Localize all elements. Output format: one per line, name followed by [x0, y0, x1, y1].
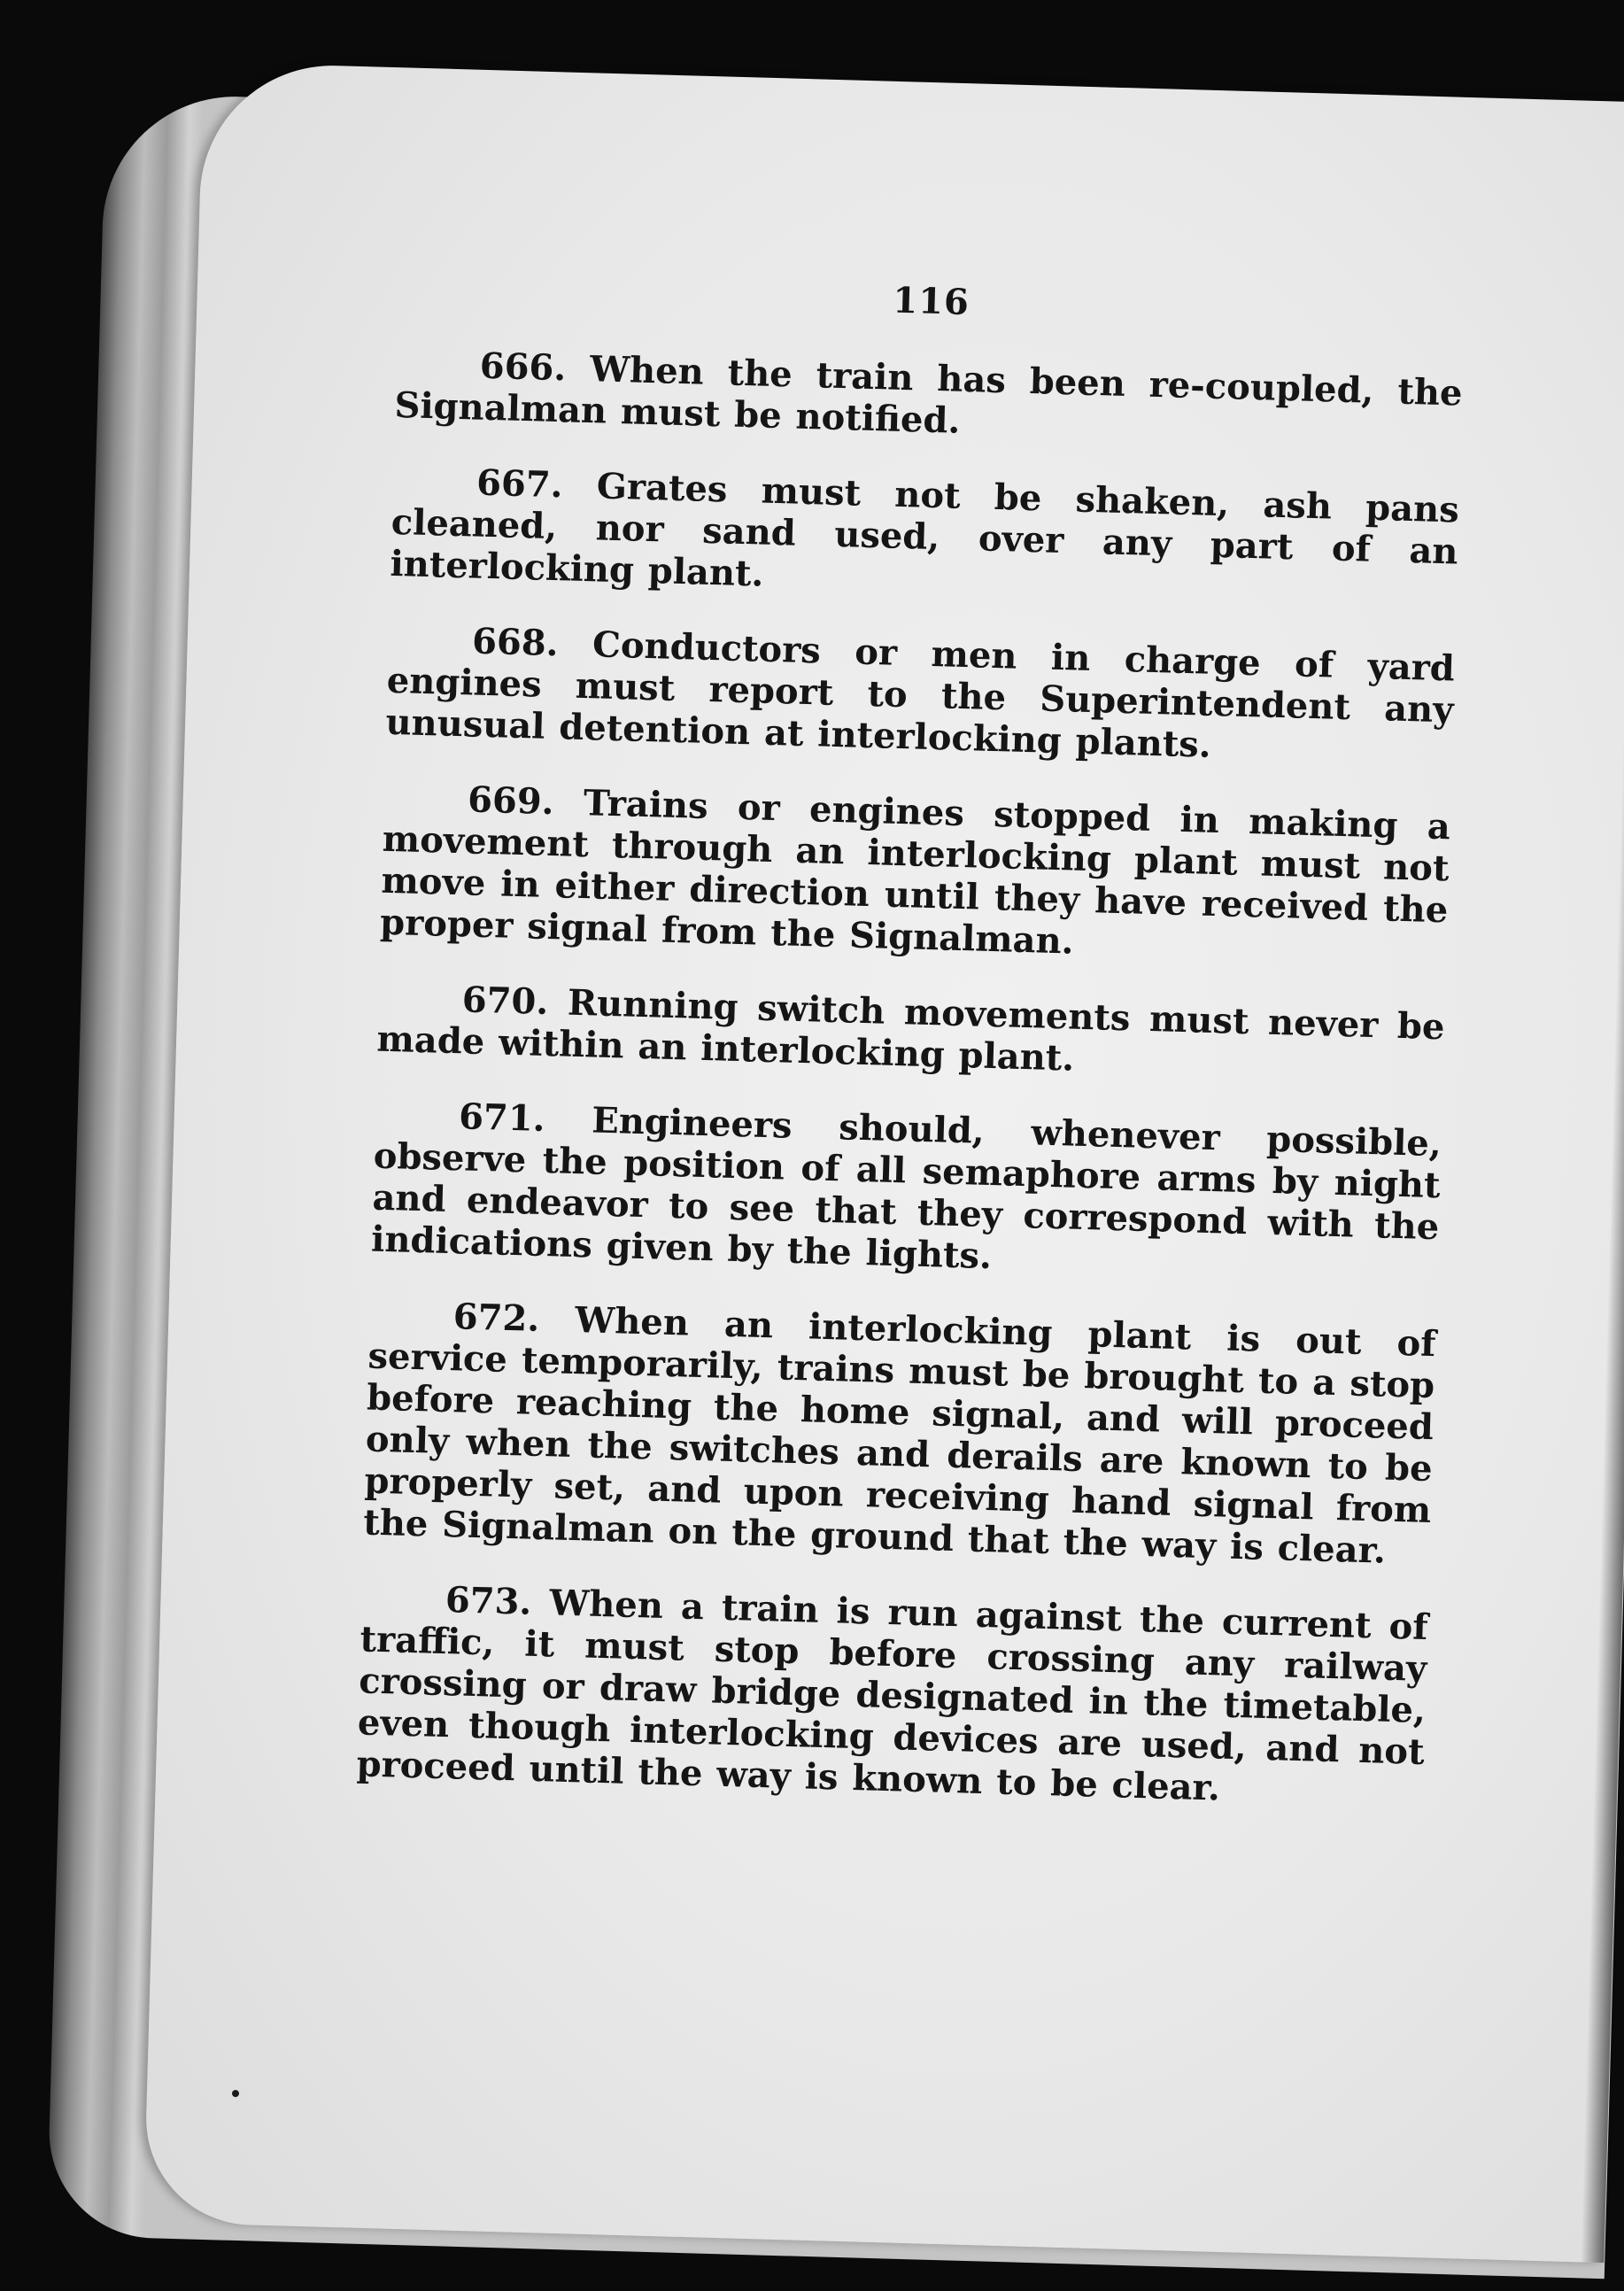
- page-text: [355, 266, 1465, 1848]
- rule-667: [390, 460, 1459, 615]
- rule-672: [363, 1294, 1436, 1574]
- speck-mark: [232, 2090, 239, 2097]
- rule-number: 673.: [445, 1579, 532, 1623]
- rule-text: Engineers should, whenever possible, observe the position of all semaphore arms by night and endeavor to see that they correspond with the indications given by the lights.: [370, 1099, 1442, 1278]
- rule-666: [394, 343, 1463, 456]
- rule-number: 667.: [476, 461, 564, 507]
- rule-number: 668.: [471, 620, 560, 665]
- rule-text: Trains or engines stopped in making a movement through an interlocking plant must not move in either direction until they have received the proper signal from the Signalman.: [379, 782, 1451, 963]
- rule-text: When an interlocking plant is out of service temporarily, trains must be brought to a stop before reaching the home signal, and will proceed only when the switches and derails are known to be properly set, and upon receiving hand signal from the Signalman on the ground that the way is clear.: [362, 1299, 1437, 1572]
- rule-671: [371, 1094, 1442, 1290]
- rule-673: [356, 1576, 1428, 1815]
- rule-text: When the train has been re-coupled, the Signalman must be notified.: [393, 348, 1464, 442]
- rule-number: 670.: [461, 979, 549, 1024]
- rule-number: 672.: [452, 1296, 540, 1340]
- rule-text: When a train is run against the current of traffic, it must stop before crossing any railway crossing or draw bridge designated in the timetable, even though interlocking devices are used, and not proceed until the way is known to be clear.: [356, 1582, 1429, 1809]
- rule-number: 669.: [467, 778, 555, 824]
- rule-number: 671.: [458, 1095, 546, 1140]
- rule-668: [385, 618, 1455, 773]
- rule-text: Grates must not be shaken, ash pans cleaned, nor sand used, over any part of an interlocking plant.: [389, 465, 1460, 595]
- rule-669: [380, 777, 1451, 973]
- rule-670: [376, 977, 1445, 1090]
- page-number: 116: [892, 279, 971, 324]
- rule-number: 666.: [479, 344, 567, 390]
- rule-text: Running switch movements must never be made within an interlocking plant.: [375, 981, 1446, 1080]
- rule-text: Conductors or men in charge of yard engines must report to the Superintendent any unusual detention at interlocking plants.: [384, 623, 1456, 766]
